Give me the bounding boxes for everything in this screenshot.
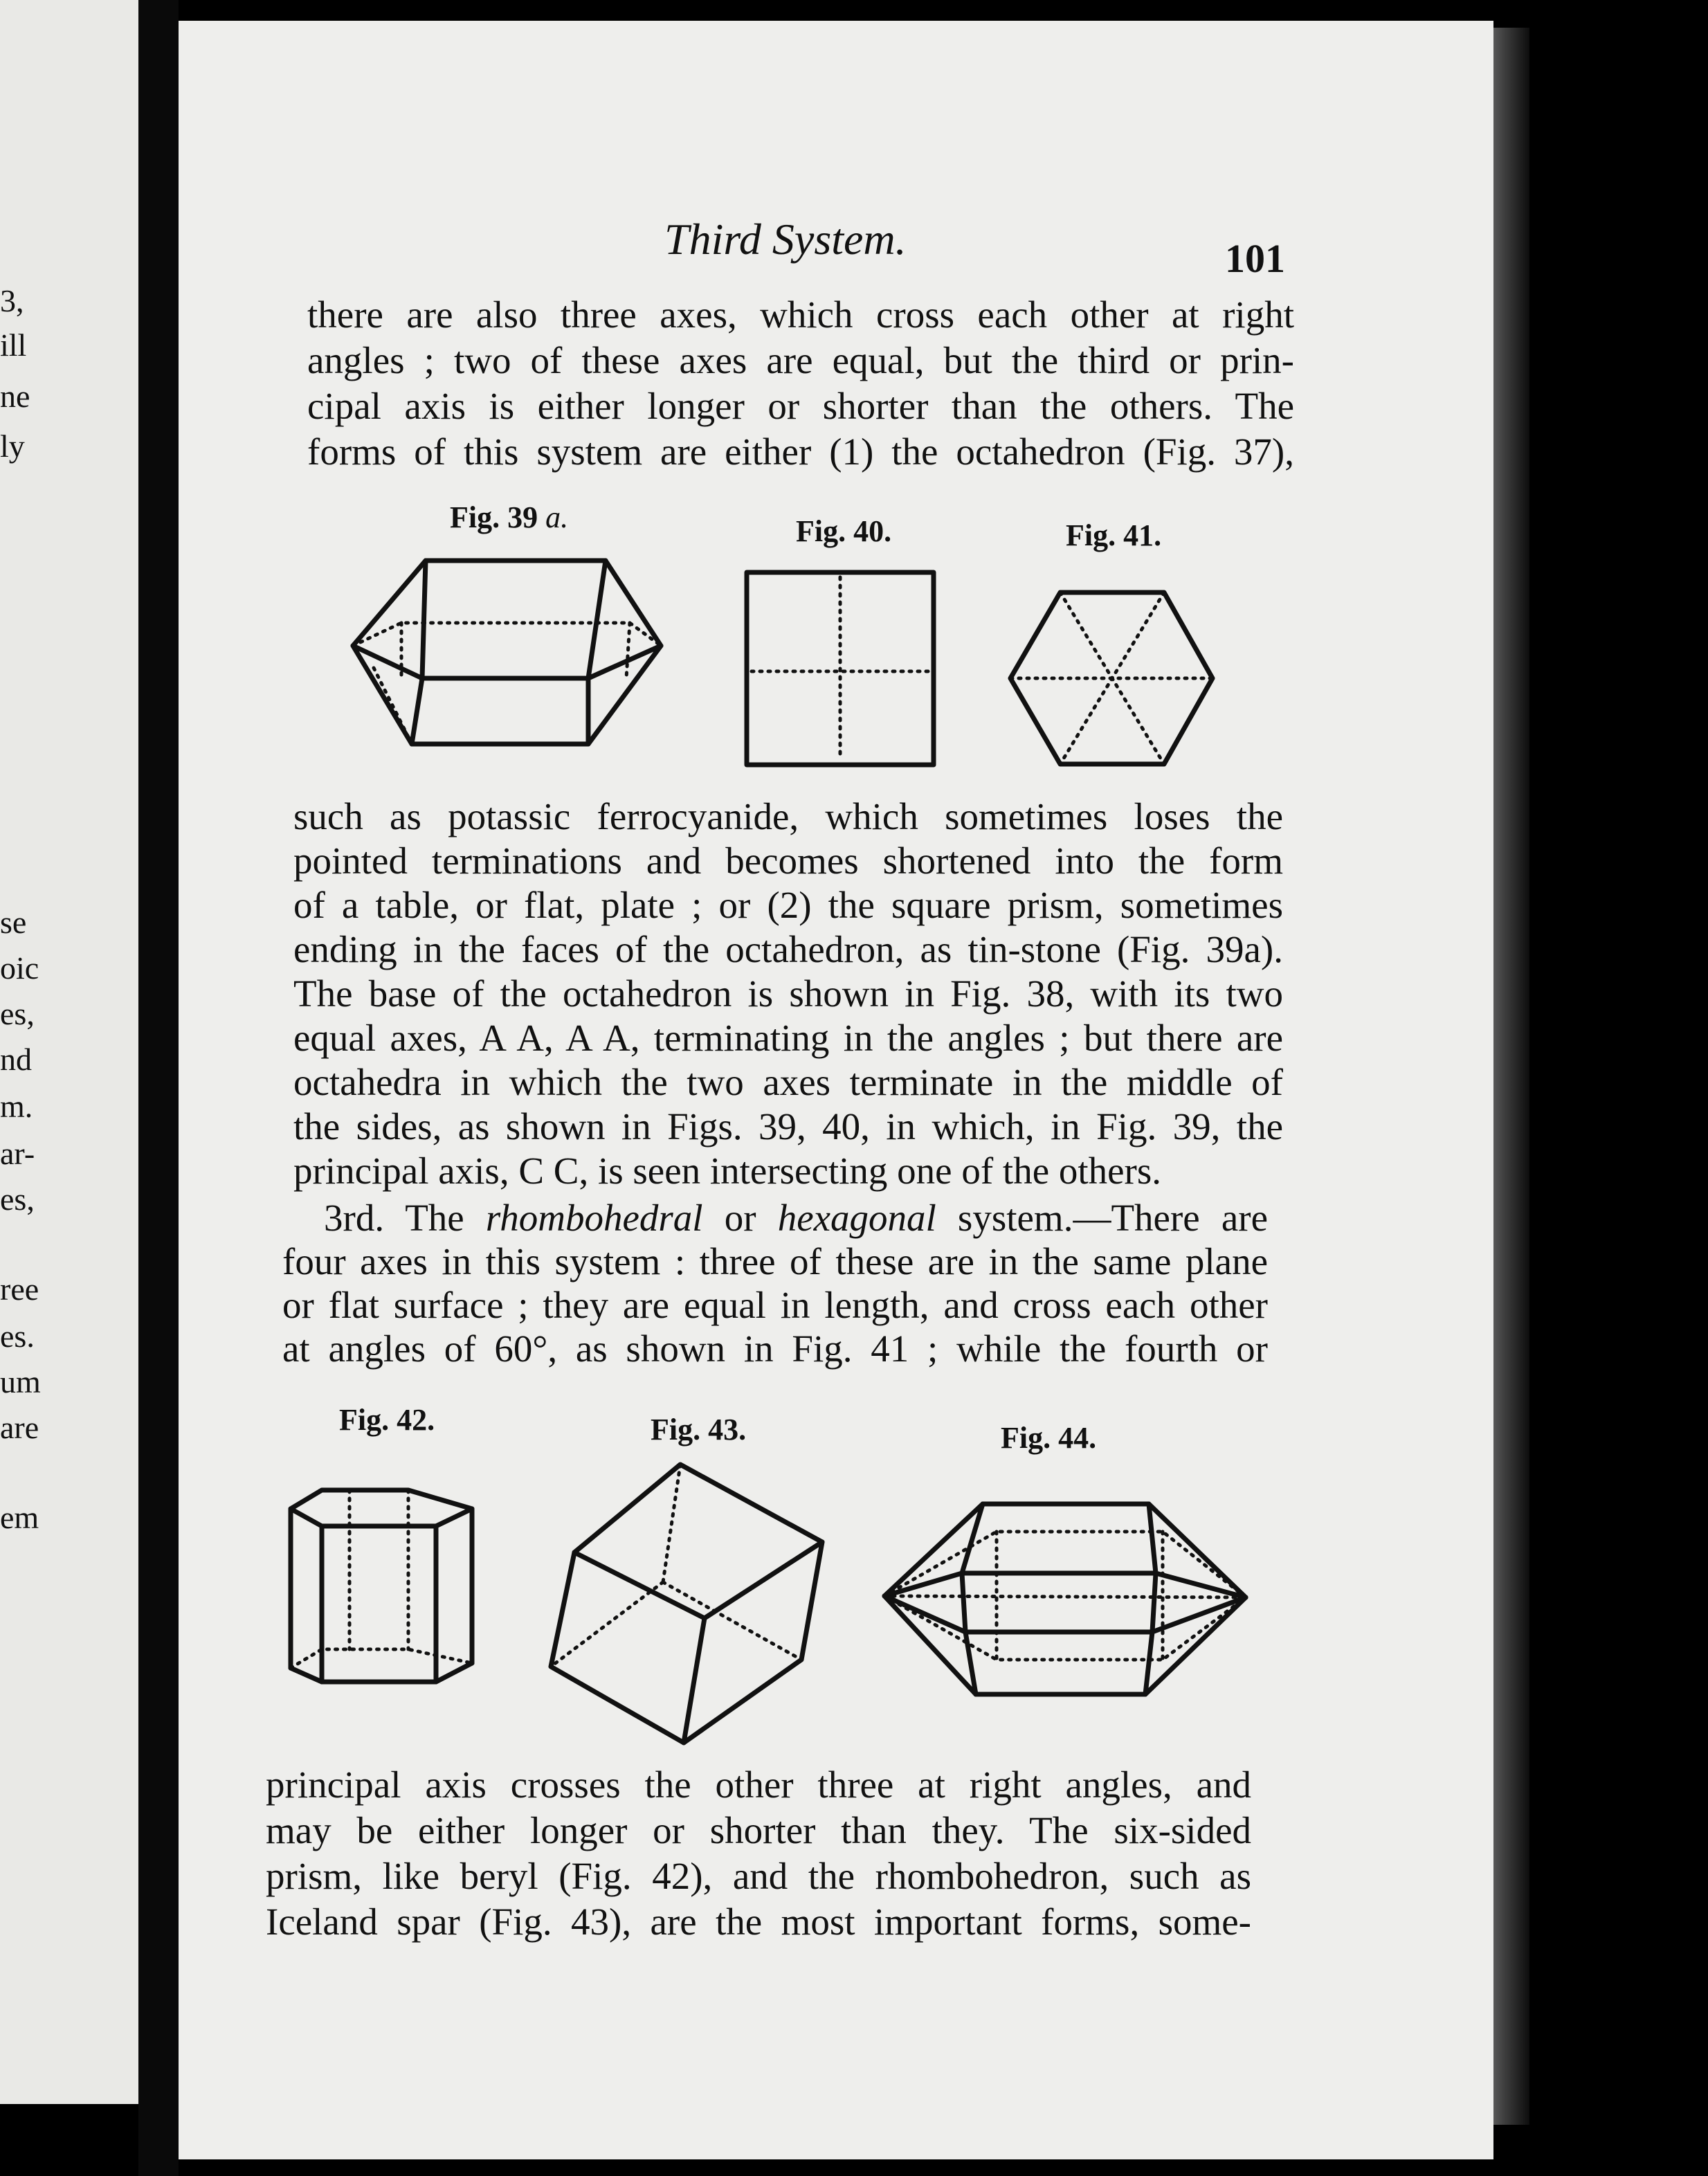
page-number: 101 <box>1225 236 1285 281</box>
text-line: of a table, or flat, plate ; or (2) the square prism, sometimes <box>293 884 1283 926</box>
facing-page-fragment: es, <box>0 1181 35 1217</box>
text-line: equal axes, A A, A A, terminating in the angles ; but there are <box>293 1017 1283 1059</box>
text-line: pointed terminations and becomes shortened into the form <box>293 840 1283 882</box>
text-line: such as potassic ferrocyanide, which sometimes loses the <box>293 795 1283 837</box>
figure-43-rhombohedron <box>545 1459 829 1750</box>
facing-page-fragment: es. <box>0 1318 35 1354</box>
facing-page-fragment: ly <box>0 428 25 464</box>
text-line: cipal axis is either longer or shorter than the others. The <box>307 385 1294 427</box>
facing-page-fragment: nd <box>0 1042 32 1077</box>
book-gutter <box>138 0 179 2176</box>
figure-44-caption: Fig. 44. <box>1001 1421 1097 1455</box>
text-line: octahedra in which the two axes terminate in the middle of <box>293 1061 1283 1103</box>
facing-page-fragment: 3, <box>0 283 24 318</box>
text-line: angles ; two of these axes are equal, but the third or prin- <box>307 339 1294 381</box>
text-line: or flat surface ; they are equal in length, and cross each other <box>282 1284 1268 1326</box>
facing-page-fragment: m. <box>0 1089 33 1124</box>
facing-page-fragment: ar- <box>0 1136 35 1171</box>
text-line: there are also three axes, which cross each other at right <box>307 293 1294 336</box>
text-line: the sides, as shown in Figs. 39, 40, in which, in Fig. 39, the <box>293 1105 1283 1148</box>
running-head: Third System. <box>664 215 907 264</box>
facing-page-fragment: are <box>0 1410 39 1445</box>
figure-40-square-base <box>743 569 941 770</box>
text-line: forms of this system are either (1) the octahedron (Fig. 37), <box>307 430 1294 473</box>
text-line: principal axis crosses the other three at right angles, and <box>266 1764 1251 1806</box>
facing-page-fragment: ree <box>0 1271 39 1307</box>
paragraph-octahedron <box>293 795 1283 1193</box>
text-line: ending in the faces of the octahedron, as tin-stone (Fig. 39a). <box>293 928 1283 970</box>
figure-43-caption: Fig. 43. <box>651 1413 747 1447</box>
facing-page-fragment: se <box>0 905 27 940</box>
figure-44-hexagonal-prism-with-pyramids <box>879 1494 1253 1701</box>
facing-page-fragment: um <box>0 1364 41 1399</box>
text-line: at angles of 60°, as shown in Fig. 41 ; while the fourth or <box>282 1327 1268 1370</box>
paragraph-intro <box>307 292 1294 475</box>
text-line: Iceland spar (Fig. 43), are the most important forms, some- <box>266 1901 1251 1943</box>
facing-page-fragment: ne <box>0 379 30 414</box>
text-line: 3rd. The rhombohedral or hexagonal system.—There are <box>324 1197 1268 1239</box>
facing-page-fragment: em <box>0 1500 39 1535</box>
facing-page-fragment: es, <box>0 996 35 1031</box>
paragraph-principal-axis <box>266 1762 1251 1945</box>
paragraph-hexagonal-system <box>282 1196 1268 1370</box>
facing-page-edge <box>0 0 138 2104</box>
text-line: prism, like beryl (Fig. 42), and the rhombohedron, such as <box>266 1855 1251 1897</box>
figure-42-hexagonal-prism <box>284 1485 478 1685</box>
text-line: principal axis, C C, is seen intersecting one of the others. <box>293 1150 1162 1192</box>
figure-39a-caption: Fig. 39 a. <box>450 500 569 534</box>
figure-41-hexagon-axes <box>1005 587 1219 774</box>
text-line: The base of the octahedron is shown in Fig. 38, with its two <box>293 972 1283 1015</box>
text-line: may be either longer or shorter than they. The six-sided <box>266 1809 1251 1851</box>
facing-page-fragment: ill <box>0 327 27 363</box>
figure-39a-square-prism-with-pyramids <box>346 547 671 754</box>
text-line: four axes in this system : three of these are in the same plane <box>282 1240 1268 1282</box>
figure-41-caption: Fig. 41. <box>1066 518 1162 552</box>
facing-page-fragment: oic <box>0 950 39 986</box>
figure-42-caption: Fig. 42. <box>339 1403 435 1437</box>
figure-40-caption: Fig. 40. <box>796 514 892 548</box>
